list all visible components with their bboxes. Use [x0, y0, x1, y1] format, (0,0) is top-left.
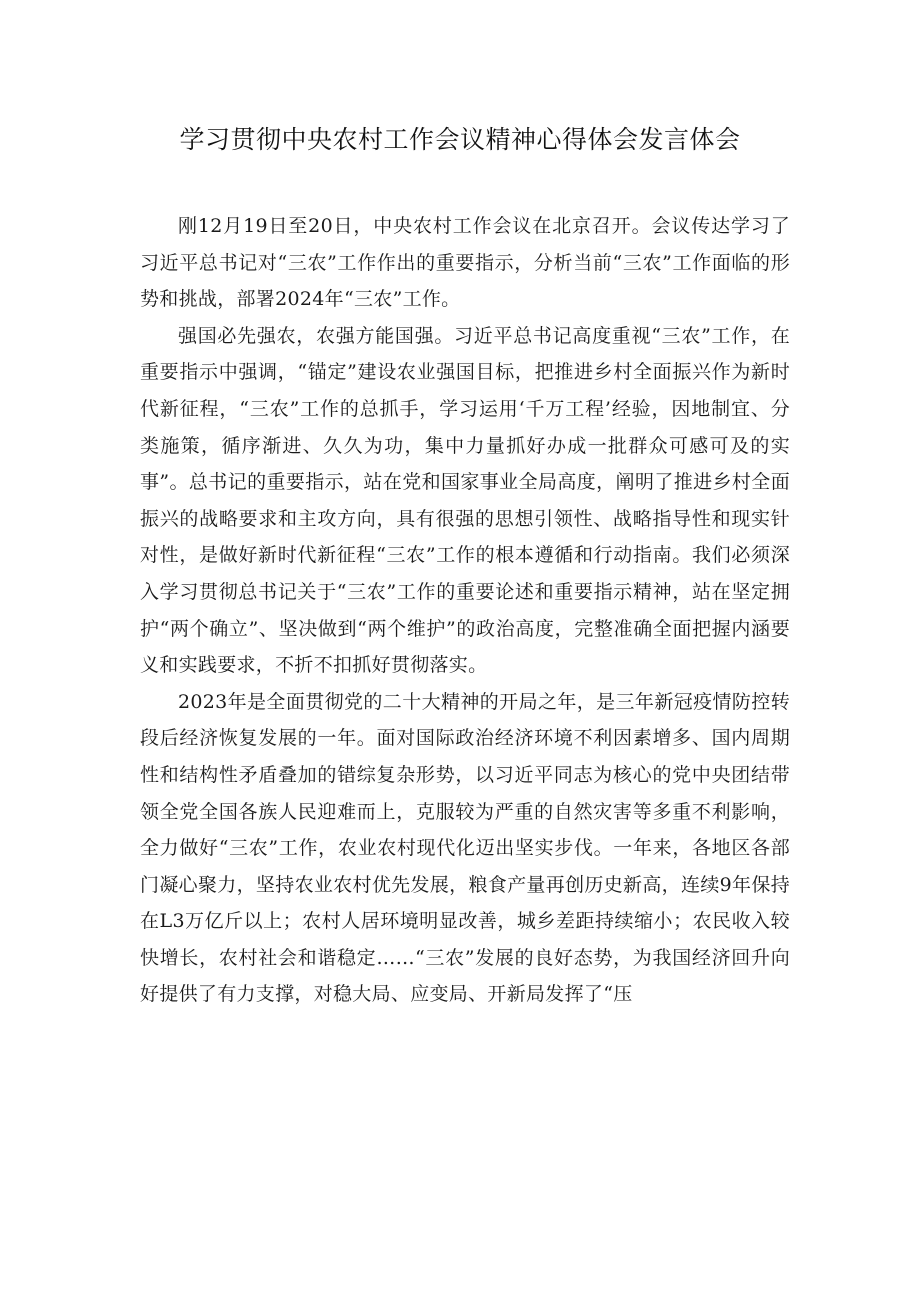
paragraph-3: 2023年是全面贯彻党的二十大精神的开局之年，是三年新冠疫情防控转段后经济恢复发展的一年。面对国际政治经济环境不利因素增多、国内周期性和结构性矛盾叠加的错综复杂形势，以习近平同志为核心的党中央团结带领全党全国各族人民迎难而上，克服较为严重的自然灾害等多重不利影响，全力做好“三农”工作，农业农村现代化迈出坚实步伐。一年来，各地区各部门凝心聚力，坚持农业农村优先发展，粮食产量再创历史新高，连续9年保持在L3万亿斤以上；农村人居环境明显改善，城乡差距持续缩小；农民收入较快增长，农村社会和谐稳定……“三农”发展的良好态势，为我国经济回升向好提供了有力支撑，对稳大局、应变局、开新局发挥了“压	[140, 690, 790, 1006]
document-title: 学习贯彻中央农村工作会议精神心得体会发言体会	[179, 125, 741, 154]
paragraph-2: 强国必先强农，农强方能国强。习近平总书记高度重视“三农”工作，在重要指示中强调，“锚定”建设农业强国目标，把推进乡村全面振兴作为新时代新征程，“三农”工作的总抓手，学习运用‘千万工程’经验，因地制宜、分类施策，循序渐进、久久为功，集中力量抓好办成一批群众可感可及的实事”。总书记的重要指示，站在党和国家事业全局高度，阐明了推进乡村全面振兴的战略要求和主攻方向，具有很强的思想引领性、战略指导性和现实针对性，是做好新时代新征程“三农”工作的根本遵循和行动指南。我们必须深入学习贯彻总书记关于“三农”工作的重要论述和重要指示精神，站在坚定拥护“两个确立”、坚决做到“两个维护”的政治高度，完整准确全面把握内涵要义和实践要求，不折不扣抓好贯彻落实。	[140, 324, 790, 677]
paragraph-1: 刚12月19日至20日，中央农村工作会议在北京召开。会议传达学习了习近平总书记对“三农”工作作出的重要指示，分析当前“三农”工作面临的形势和挑战，部署2024年“三农”工作。	[140, 215, 790, 311]
document-body	[140, 208, 790, 1013]
